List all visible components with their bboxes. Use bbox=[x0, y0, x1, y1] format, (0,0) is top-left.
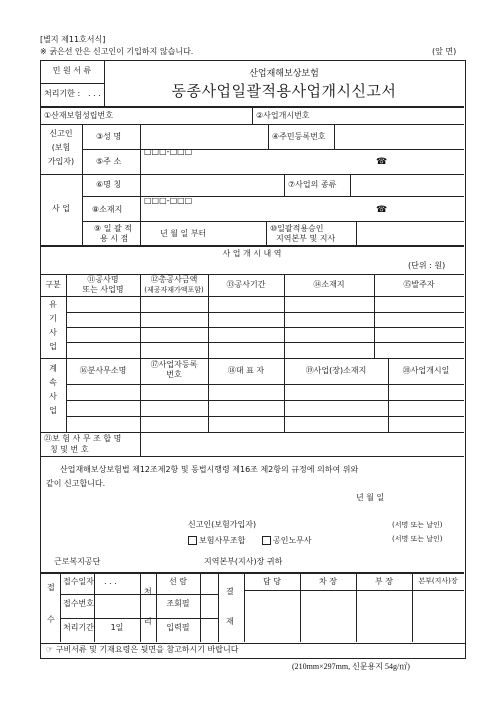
label-ongoing-text: 계속사업 bbox=[49, 364, 57, 415]
col-site: ⑲사업(장)소재지 bbox=[305, 366, 367, 375]
receipt-period-label: 처리기간 bbox=[63, 623, 94, 632]
label-biz-name: ⑥명 칭 bbox=[96, 180, 122, 189]
declaration-date: 년 월 일 bbox=[356, 493, 385, 502]
col-amount2: (제공자재가액포함) bbox=[144, 286, 204, 294]
declarant-label: 신고인(보험가입자) bbox=[188, 520, 257, 529]
label-start-date2: 용 시 점 bbox=[100, 234, 129, 243]
sign-note-1: (서명 또는 날인) bbox=[392, 521, 443, 529]
label-limited-text: 유기사업 bbox=[49, 300, 57, 351]
receipt-period-value: 1일 bbox=[110, 623, 124, 632]
approval-side-1: 결 bbox=[226, 587, 234, 596]
postal-code-1: □□□-□□□ bbox=[144, 147, 193, 156]
col-class: 구분 bbox=[45, 280, 61, 289]
col-amount: ⑫총공사금액 bbox=[150, 275, 198, 284]
page-title: 동종사업일괄적용사업개시신고서 bbox=[171, 82, 397, 100]
inspect-label: 선 람 bbox=[169, 577, 187, 586]
label-applicant: 신고인 bbox=[49, 129, 73, 138]
notice-text: ※ 굵은선 안은 신고인이 기입하지 않습니다. bbox=[40, 47, 194, 56]
label-id-no: ④주민등록번호 bbox=[272, 132, 326, 141]
details-title: 사 업 개 시 내 역 bbox=[222, 249, 282, 258]
label-name: ③성 명 bbox=[96, 132, 122, 141]
col-regno2: 번호 bbox=[166, 370, 182, 379]
col-period: ⑬공사기간 bbox=[226, 280, 266, 289]
approval-staff: 담 당 bbox=[263, 577, 281, 586]
check-label: 조회필 bbox=[166, 599, 190, 608]
col-project2: 또는 사업명 bbox=[82, 285, 124, 294]
title-sub: 산업재해보상보험 bbox=[249, 69, 319, 79]
option-labor-attorney[interactable] bbox=[262, 535, 312, 546]
col-regno: ⑰사업자등록 bbox=[150, 360, 198, 369]
receipt-date-value: . . . bbox=[104, 577, 117, 586]
addressee-org: 근로복지공단 bbox=[54, 557, 101, 566]
col-location: ⑭소재지 bbox=[313, 280, 345, 289]
details-unit: (단위 : 원) bbox=[408, 261, 446, 270]
label-ongoing bbox=[40, 362, 66, 418]
approval-head: 본부(지사)장 bbox=[418, 577, 458, 585]
label-applicant-sub: (보험 bbox=[51, 143, 71, 152]
option-assoc-label: 보험사무조합 bbox=[199, 536, 246, 545]
start-date-template: 년 월 일 부터 bbox=[160, 229, 207, 238]
declaration-text-2: 같이 신고합니다. bbox=[46, 479, 106, 488]
label-office: ⑩일괄적용승인 bbox=[270, 224, 324, 233]
receipt-side-2: 수 bbox=[47, 615, 55, 624]
label-biz-type: ⑦사업의 종류 bbox=[288, 180, 337, 189]
receipt-no-label: 접수번호 bbox=[63, 599, 94, 608]
col-branch: ⑯분사무소명 bbox=[79, 366, 127, 375]
petition-type: 민 원 서 류 bbox=[52, 66, 92, 75]
label-office2: 지역본부 및 지사 bbox=[276, 234, 336, 243]
option-assoc[interactable] bbox=[188, 535, 245, 546]
col-rep: ⑱대 표 자 bbox=[227, 366, 265, 375]
col-orderer: ⑮발주자 bbox=[403, 280, 435, 289]
addressee-office: 지역본부(지사)장 귀하 bbox=[204, 557, 283, 566]
checkbox-labor-attorney[interactable] bbox=[262, 536, 271, 545]
label-insurance-no: ①산재보험성립번호 bbox=[44, 111, 113, 120]
footer-note: ☞ 구비서류 및 기재요령은 뒷면을 참고하시기 바랍니다 bbox=[46, 645, 239, 654]
label-applicant-sub2: 가입자) bbox=[47, 157, 75, 166]
process-side-1: 처 bbox=[144, 587, 152, 596]
label-biz-location: ⑧소재지 bbox=[92, 205, 123, 214]
label-address: ⑤주 소 bbox=[96, 157, 122, 166]
postal-code-2: □□□-□□□ bbox=[144, 196, 193, 205]
approval-deputy: 차 장 bbox=[319, 577, 337, 586]
receipt-side-1: 접 bbox=[47, 583, 55, 592]
period-value: . . . bbox=[88, 89, 101, 98]
declaration-text-1: 산업재해보상보험법 제12조제2항 및 동법시행령 제16조 제2항의 규정에 의하여 위와 bbox=[60, 465, 359, 474]
approval-side-2: 재 bbox=[226, 617, 234, 626]
period-label: 처리기한 : bbox=[44, 89, 81, 98]
label-start-date: ⑨ 일 괄 적 bbox=[94, 224, 132, 233]
label-start-no: ②사업개시번호 bbox=[256, 111, 310, 120]
label-limited bbox=[40, 298, 66, 354]
paper-spec: (210mm×297mm, 신문용지 54g/㎡) bbox=[292, 662, 410, 671]
receipt-date-label: 접수일자 bbox=[63, 577, 94, 586]
label-assoc2: 칭 및 번 호 bbox=[50, 445, 89, 454]
input-label: 입력필 bbox=[166, 623, 190, 632]
approval-manager: 부 장 bbox=[375, 577, 393, 586]
label-business: 사 업 bbox=[52, 204, 70, 213]
checkbox-assoc[interactable] bbox=[188, 536, 197, 545]
phone-icon-2: ☎ bbox=[376, 205, 388, 215]
page-side: (앞 면) bbox=[432, 47, 457, 56]
col-project: ⑪공사명 bbox=[87, 275, 119, 284]
option-labor-label: 공인노무사 bbox=[273, 536, 312, 545]
col-open: ⑳사업개시일 bbox=[402, 366, 450, 375]
label-assoc: ㉑보 험 사 무 조 합 명 bbox=[44, 434, 122, 443]
phone-icon: ☎ bbox=[376, 157, 388, 167]
form-number: [별지 제11호서식] bbox=[40, 35, 106, 44]
sign-note-2: (서명 또는 날인) bbox=[392, 535, 443, 543]
process-side-2: 리 bbox=[144, 617, 152, 626]
